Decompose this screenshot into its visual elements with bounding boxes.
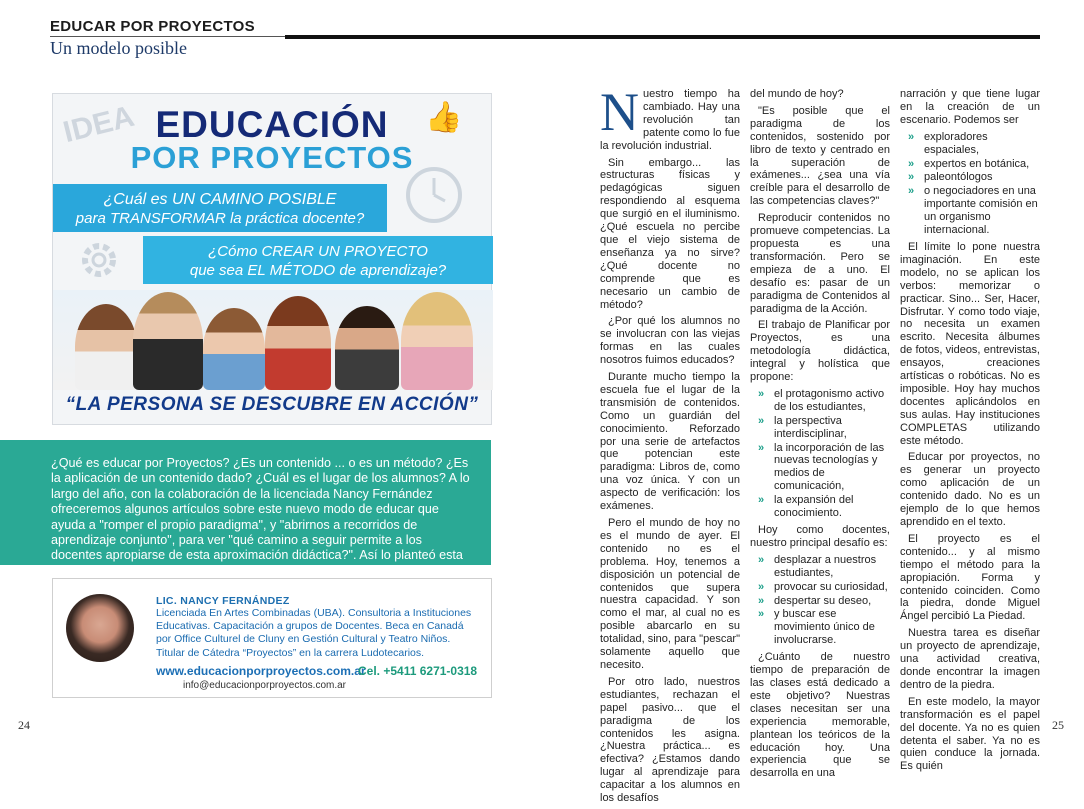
page-number-right: 25: [1052, 718, 1064, 732]
list-item: » y buscar ese movimiento único de involucrarse.: [750, 608, 890, 647]
author-card: [52, 578, 492, 698]
paragraph: Pero el mundo de hoy no es el mundo de ayer. El contenido no es el problema. Hoy, tenemos a disposición un potencial de contenidos que supera nuestra capacidad. Y son como el mar, al cual no es posible abarcarlo en su totalidad, sino, para "pescar" solamente aquello que necesito.: [600, 517, 740, 671]
intro-text: ¿Qué es educar por Proyectos? ¿Es un contenido ... o es un método? ¿Es la aplicación de un contenido dado? ¿Cuál es el lugar de los alumnos? A lo largo del año, con la colaboración de la licenciada Nancy Fernández ofreceremos algunos artículos sobre este nuevo modo de educar que ayuda a "romper el propio paradigma", y "abrirnos a recorridos de aprendizaje conjunto", para ver "qué camino a seguir permite a los docentes apropiarse de esta aproximación didáctica?". Así lo planteó esta especialista en el CREC 2019.: [51, 456, 470, 578]
intro-box: [0, 440, 491, 578]
bullet-list: [900, 131, 1040, 237]
student-figure: [401, 292, 473, 390]
student-figure: [75, 304, 137, 390]
section-subtitle: Un modelo posible: [50, 38, 187, 58]
header-rule: [285, 35, 1040, 39]
list-item: » el protagonismo activo de los estudiantes,: [750, 388, 890, 414]
paragraph: El trabajo de Planificar por Proyectos, es una metodología didáctica, integral y holística que propone:: [750, 319, 890, 384]
gear-icon: [73, 234, 125, 286]
paragraph: Sin embargo... las estructuras físicas y pedagógicas siguen respondiendo al esquema que surgió en el iluminismo. ¿Qué escuela no percibe que el viejo sistema de enseñanza ya no sirve? ¿Qué docente no comprende que es necesario un cambio de método?: [600, 156, 740, 311]
author-bio: Licenciada En Artes Combinadas (UBA). Consultoria a Instituciones Educativas. Capacitación a grupos de Docentes. Beca en Canadá por Office Culturel de Cluny en Gestión Cultural y Teatro Niños. Titular de Cátedra “Proyectos” en la carrera Ludotecarios.: [156, 607, 472, 659]
students-photo: [53, 290, 493, 390]
poster-question-1-line2: para TRANSFORMAR la práctica docente?: [75, 210, 365, 227]
poster-title-line2: POR PROYECTOS: [130, 140, 414, 175]
paragraph: "Es posible que el paradigma de los contenidos, sostenido por libro de texto y centrado en la superación de exámenes... ¿sea una vía creíble para el desarrollo de las competencias claves?": [750, 104, 890, 208]
paragraph: narración y que tiene lugar en la creación de un escenario. Podemos ser: [900, 88, 1040, 126]
section-title: EDUCAR POR PROYECTOS: [50, 18, 255, 35]
list-item: » la incorporación de las nuevas tecnologías y medios de comunicación,: [750, 442, 890, 494]
bullet-list: [750, 388, 890, 520]
paragraph-text: uestro tiempo ha cambiado. Hay una revolución tan patente como lo fue la revolución industrial.: [600, 88, 740, 152]
paragraph: En este modelo, la mayor transformación es el papel del docente. Ya no es quien detenta el saber. Ya no es quien conduce la jornada. Es quién: [900, 695, 1040, 773]
paragraph: El límite lo pone nuestra imaginación. En este modelo, no se aplican los verbos: memorizar o practicar. Sino... Ser, Hacer, Disfrutar. Y como todo viaje, no necesita un examen escrito. Necesita álbumes de fotos, videos, entrevistas, ensayos, creaciones artísticas o robóticas. No es imposible. Hoy hay muchos docentes aplicándolos en sus aulas. Hay instituciones COMPLETAS utilizando este método.: [900, 240, 1040, 447]
paragraph: El proyecto es el contenido... y al mismo tiempo el método para la apropiación. Forma y contenido coinciden. Como la piedra, donde Miguel Ángel percibió La Piedad.: [900, 532, 1040, 623]
poster-image: [52, 93, 492, 425]
paragraph: Reproducir contenidos no promueve competencias. La propuesta es una transformación. Pero se empieza de a uno. El desafío es: pasar de un paradigma de Contenidos al paradigma de la Acción.: [750, 212, 890, 315]
bullet-list: [750, 554, 890, 647]
website-link[interactable]: www.educacionporproyectos.com.ar: [156, 664, 366, 678]
article-column-3: [900, 88, 1040, 777]
list-item: » provocar su curiosidad,: [750, 581, 890, 594]
list-item: » despertar su deseo,: [750, 595, 890, 608]
article-column-1: [600, 82, 740, 809]
paragraph: [600, 82, 740, 153]
list-item: » exploradores espaciales,: [900, 131, 1040, 157]
poster-title-line1: EDUCACIÓN: [155, 104, 389, 145]
idea-decor-text: IDEA: [59, 99, 138, 150]
drop-cap: N: [600, 82, 639, 142]
list-item: » o negociadores en una importante comisión en un organismo internacional.: [900, 185, 1040, 237]
poster-question-1-line1: ¿Cuál es UN CAMINO POSIBLE: [103, 191, 337, 208]
poster-tagline: “LA PERSONA SE DESCUBRE EN ACCIÓN”: [65, 394, 479, 415]
paragraph: Por otro lado, nuestros estudiantes, rechazan el papel pasivo... que el paradigma de los contenidos les asigna. ¿Nuestra práctica... es efectiva? ¿Estamos dando lugar al aprendizaje para capacitar a los alumnos en los desafíos: [600, 675, 740, 805]
paragraph: del mundo de hoy?: [750, 88, 844, 100]
poster-question-2: [143, 236, 493, 284]
list-item: » expertos en botánica,: [900, 158, 1040, 171]
author-name: LIC. NANCY FERNÁNDEZ: [156, 595, 290, 607]
paragraph: Nuestra tarea es diseñar un proyecto de aprendizaje, una actividad creativa, donde encontrar la imagen dentro de la piedra.: [900, 627, 1040, 691]
paragraph: ¿Por qué los alumnos no se involucran con las viejas formas en las cuales nosotros fuimos educados?: [600, 315, 740, 367]
poster-question-2-line2: que sea EL MÉTODO de aprendizaje?: [189, 262, 447, 279]
student-figure: [203, 308, 265, 390]
student-figure: [335, 306, 399, 390]
phone-number: Cel. +5411 6271-0318: [358, 664, 478, 678]
student-figure: [133, 292, 203, 390]
poster-question-1: [53, 184, 387, 232]
paragraph: Hoy como docentes, nuestro principal desafío es:: [750, 524, 890, 549]
paragraph: ¿Cuánto de nuestro tiempo de preparación de las clases está dedicado a este objetivo? Nuestras clases necesitan ser una experiencia memorable, plantean los teóricos de la educación hoy. Una experiencia que se desarrolla en una: [750, 651, 890, 780]
page-number-left: 24: [18, 718, 30, 732]
paragraph: Durante mucho tiempo la escuela fue el lugar de la transmisión de contenidos. Como un guardián del conocimiento. Reforzado por una serie de artefactos que potencian este paradigma: Libros de, como una voz única. Y con un aspecto de verificación: los exámenes.: [600, 371, 740, 513]
list-item: » la perspectiva interdisciplinar,: [750, 415, 890, 441]
list-item: » paleontólogos: [900, 171, 1040, 184]
paragraph: Educar por proyectos, no es generar un proyecto como aplicación de un contenido dado. No es un ejemplo de lo que hemos aprendido en el texto.: [900, 451, 1040, 528]
avatar: [66, 594, 134, 662]
email-link[interactable]: info@educacionporproyectos.com.ar: [183, 680, 347, 691]
thumbs-up-icon: 👍: [425, 101, 463, 134]
poster-question-2-line1: ¿Cómo CREAR UN PROYECTO: [208, 243, 428, 260]
header-rule-thin: [50, 36, 285, 37]
student-figure: [265, 296, 331, 390]
article-column-2: [750, 88, 890, 784]
list-item: » desplazar a nuestros estudiantes,: [750, 554, 890, 580]
list-item: » la expansión del conocimiento.: [750, 494, 890, 520]
